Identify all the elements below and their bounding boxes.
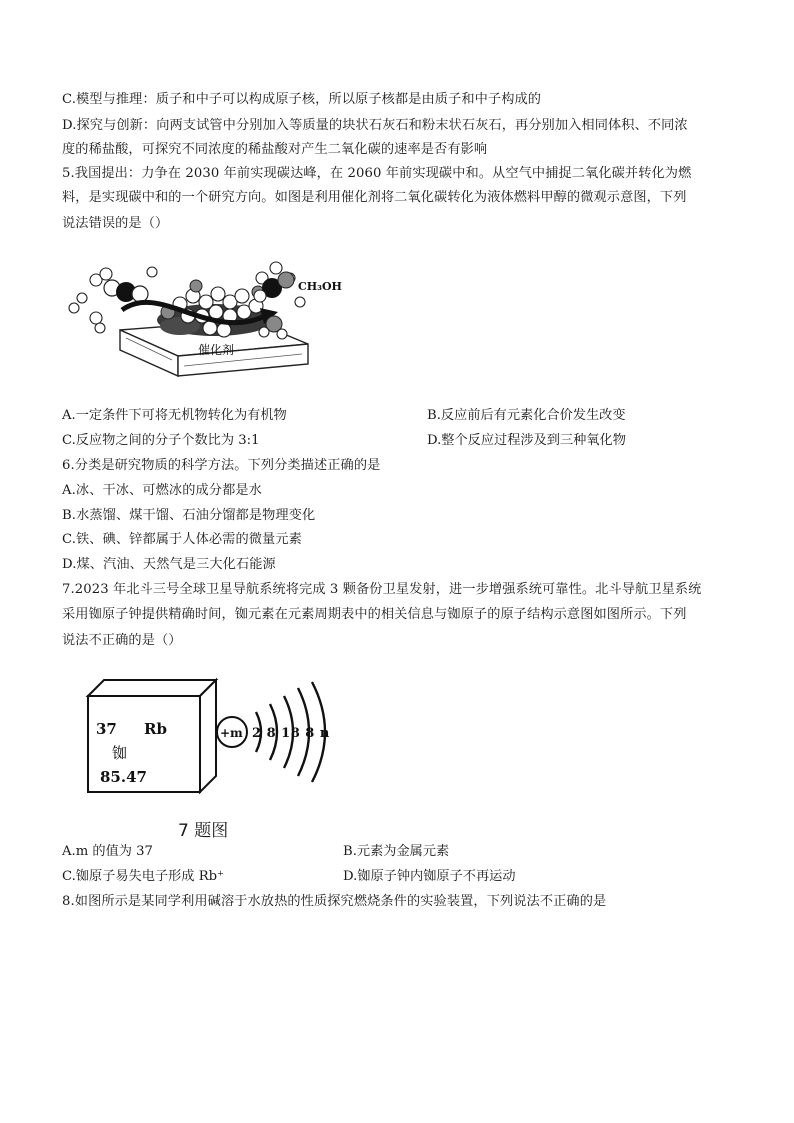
q7-stem-line3: 说法不正确的是（） bbox=[62, 633, 182, 648]
q6-option-d: D.煤、汽油、天然气是三大化石能源 bbox=[62, 557, 276, 572]
q8-stem: 8.如图所示是某同学利用碱溶于水放热的性质探究燃烧条件的实验装置，下列说法不正确的是 bbox=[62, 894, 607, 909]
q4-option-d-line2: 度的稀盐酸，可探究不同浓度的稀盐酸对产生二氧化碳的速率是否有影响 bbox=[62, 142, 488, 157]
q7-stem-line1: 7.2023 年北斗三号全球卫星导航系统将完成 3 颗备份卫星发射，进一步增强系统可靠性。北斗导航卫星系统 bbox=[62, 582, 702, 597]
q7-figure-caption: 7 题图 bbox=[178, 821, 229, 841]
q5-option-c: C.反应物之间的分子个数比为 3:1 bbox=[62, 433, 260, 448]
q7-option-d: D.铷原子钟内铷原子不再运动 bbox=[343, 869, 516, 884]
q6-option-c: C.铁、碘、锌都属于人体必需的微量元素 bbox=[62, 532, 302, 547]
q7-rubidium-figure bbox=[80, 668, 340, 798]
atomic-number: 37 bbox=[96, 720, 117, 738]
nucleus-charge: +m bbox=[220, 726, 243, 740]
q5-option-a: A.一定条件下可将无机物转化为有机物 bbox=[62, 408, 287, 423]
q5-stem-line2: 料，是实现碳中和的一个研究方向。如图是利用催化剂将二氧化碳转化为液体燃料甲醇的微观示意图，下列 bbox=[62, 190, 687, 205]
q4-option-c: C.模型与推理：质子和中子可以构成原子核，所以原子核都是由质子和中子构成的 bbox=[62, 92, 542, 107]
catalyst-label: 催化剂 bbox=[198, 343, 235, 357]
q5-stem-line3: 说法错误的是（） bbox=[62, 216, 169, 231]
atomic-mass: 85.47 bbox=[100, 768, 147, 786]
element-symbol: Rb bbox=[144, 720, 167, 738]
q7-option-c: C.铷原子易失电子形成 Rb⁺ bbox=[62, 869, 225, 884]
q6-stem: 6.分类是研究物质的科学方法。下列分类描述正确的是 bbox=[62, 458, 381, 473]
methanol-label: CH₃OH bbox=[298, 280, 342, 293]
electron-shells: 2 8 18 8 n bbox=[252, 726, 330, 741]
q7-stem-line2: 采用铷原子钟提供精确时间，铷元素在元素周期表中的相关信息与铷原子的原子结构示意图如图所示。下列 bbox=[62, 607, 687, 622]
element-name: 铷 bbox=[112, 744, 128, 762]
q6-option-b: B.水蒸馏、煤干馏、石油分馏都是物理变化 bbox=[62, 508, 316, 523]
q7-option-b: B.元素为金属元素 bbox=[343, 844, 450, 859]
q5-catalyst-figure bbox=[60, 252, 360, 387]
q7-option-a: A.m 的值为 37 bbox=[62, 844, 153, 859]
q4-option-d-line1: D.探究与创新：向两支试管中分别加入等质量的块状石灰石和粉末状石灰石，再分别加入相同体积、不同浓 bbox=[62, 118, 688, 133]
q5-option-b: B.反应前后有元素化合价发生改变 bbox=[427, 408, 626, 423]
q5-option-d: D.整个反应过程涉及到三种氧化物 bbox=[427, 433, 626, 448]
q5-stem-line1: 5.我国提出：力争在 2030 年前实现碳达峰，在 2060 年前实现碳中和。从空气中捕捉二氧化碳并转化为燃 bbox=[62, 166, 692, 181]
q6-option-a: A.冰、干冰、可燃冰的成分都是水 bbox=[62, 483, 262, 498]
